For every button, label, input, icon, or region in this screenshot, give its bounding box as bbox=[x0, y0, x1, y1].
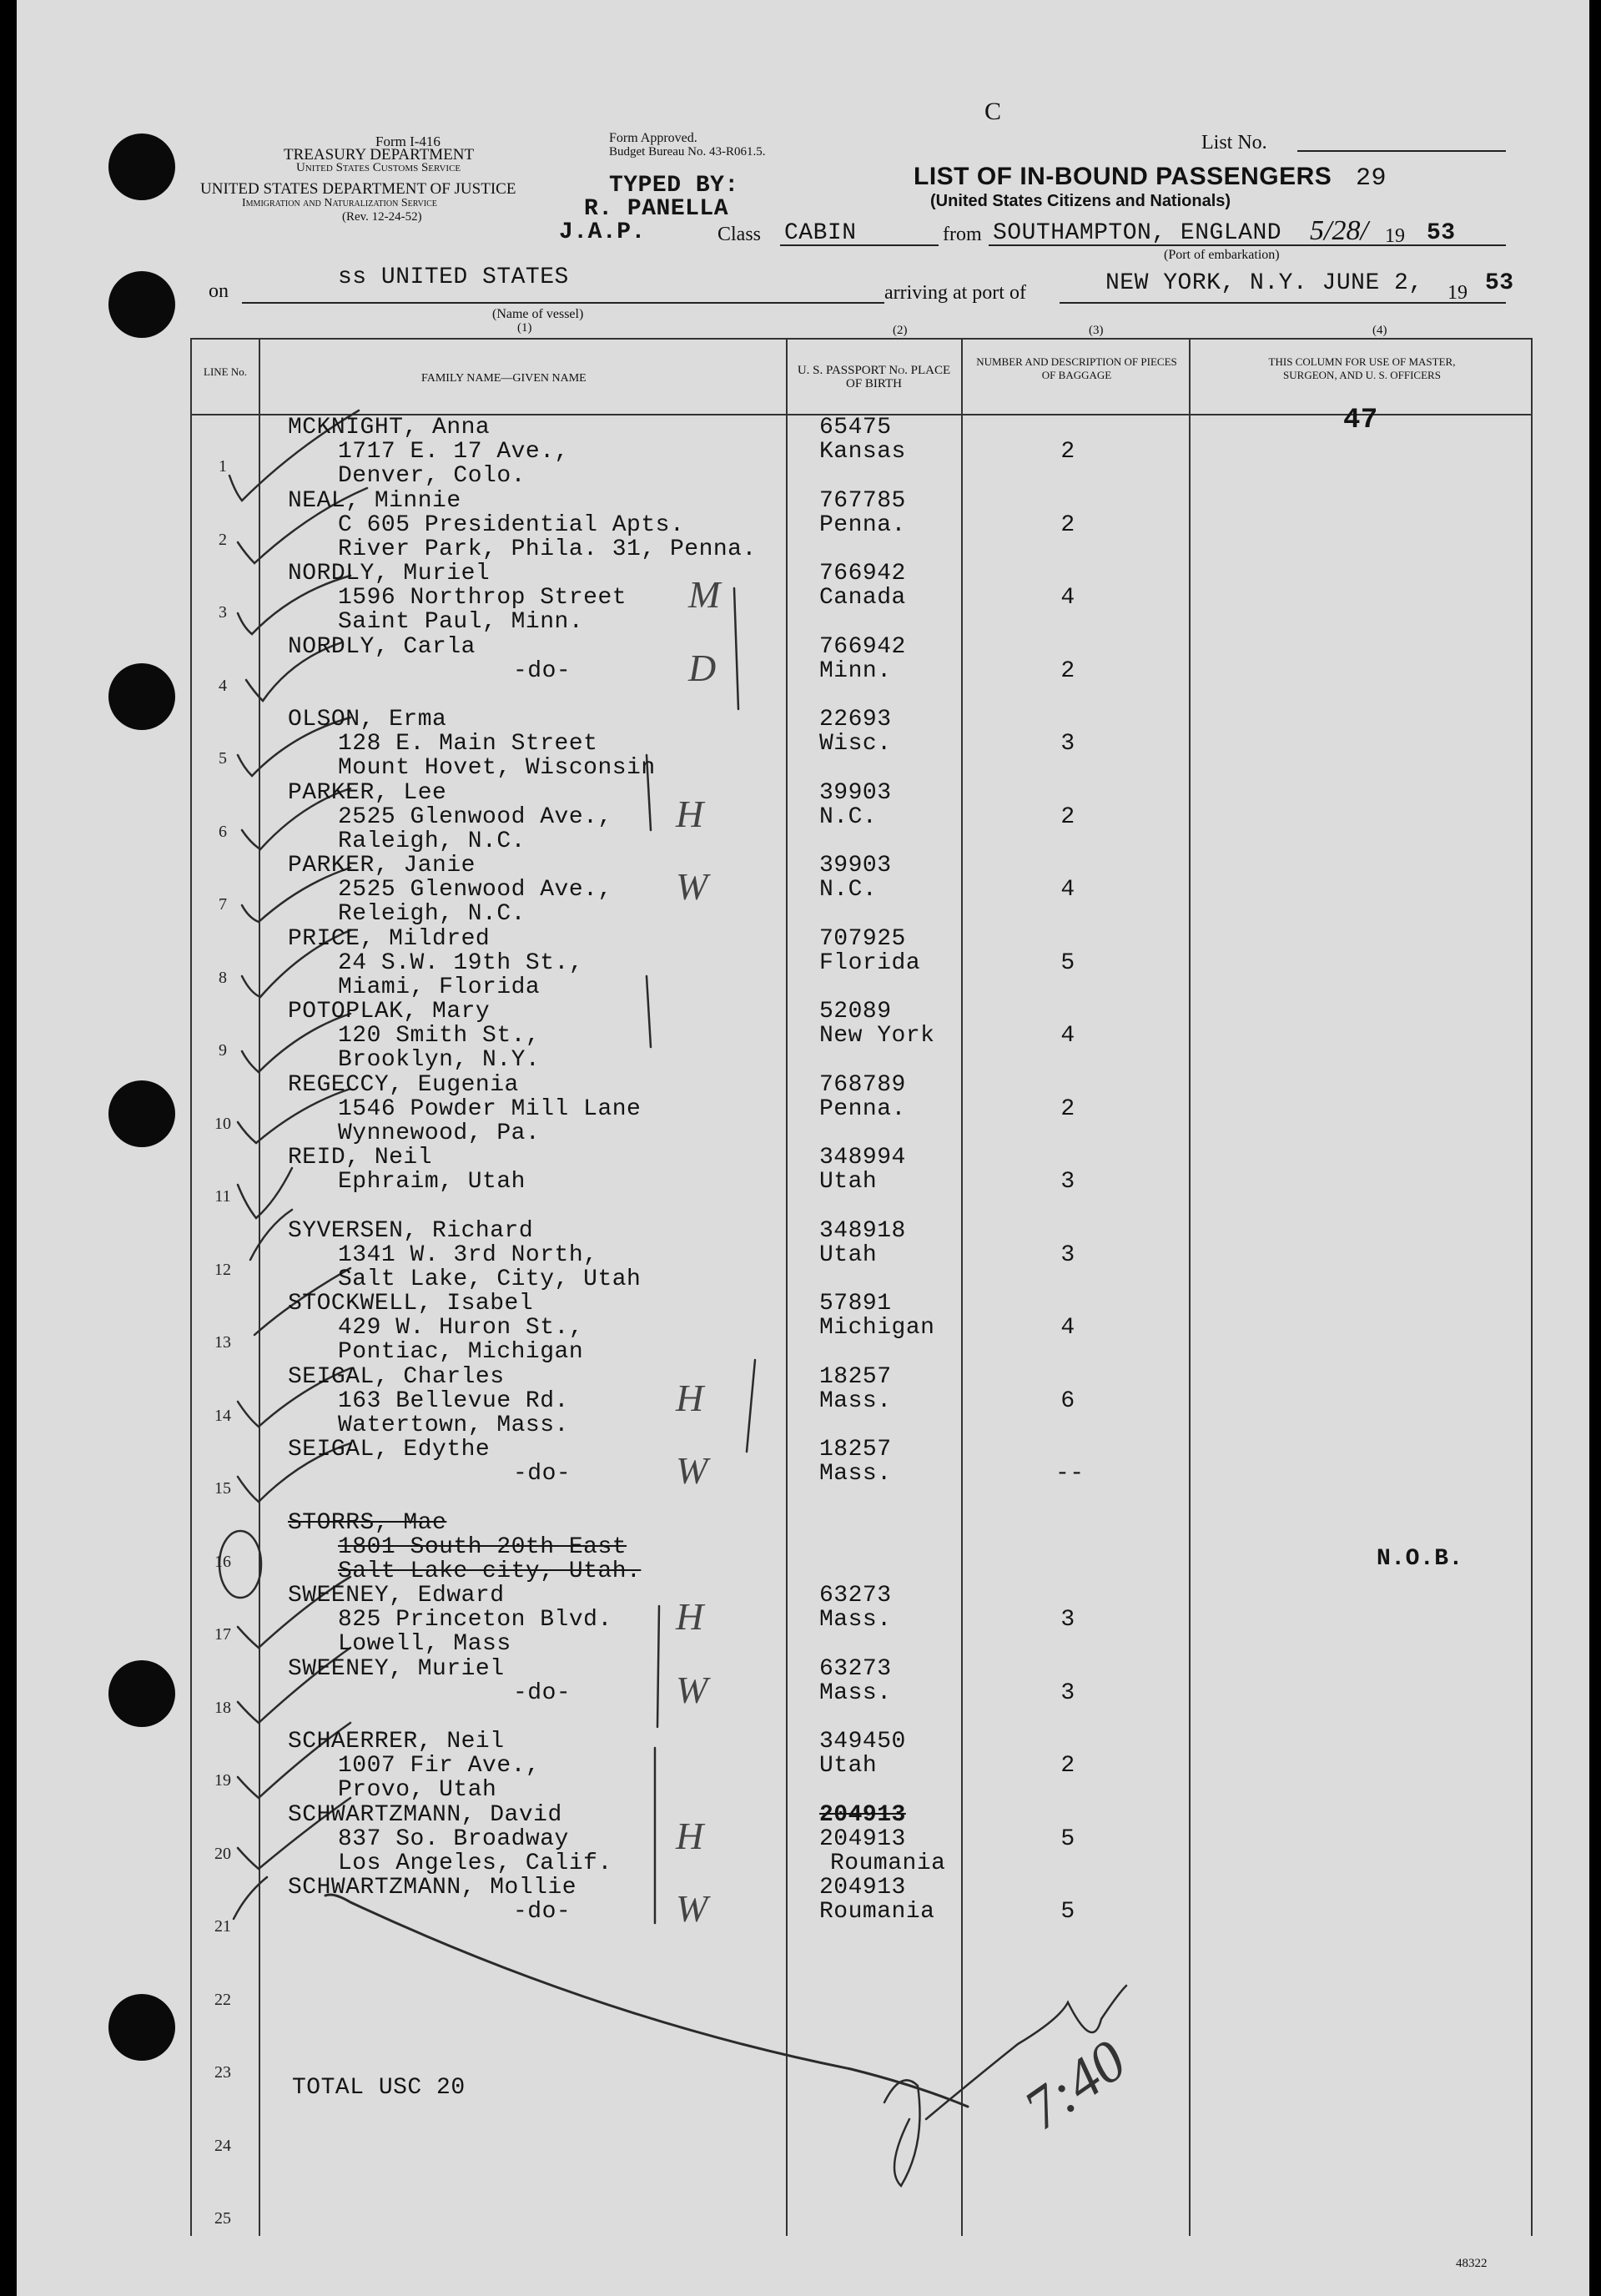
passenger-name: STOCKWELL, Isabel bbox=[288, 1291, 534, 1317]
col-line-no-header: LINE No. bbox=[204, 365, 247, 378]
customs-service: United States Customs Service bbox=[296, 161, 461, 174]
baggage-count: 2 bbox=[1060, 511, 1075, 538]
address-line-1: 120 Smith St., bbox=[338, 1023, 541, 1049]
passport-number: 348918 bbox=[819, 1217, 906, 1244]
address-line-1: 837 So. Broadway bbox=[338, 1825, 569, 1852]
from-date: 5/28/ bbox=[1310, 215, 1368, 246]
place-of-birth: Mass. bbox=[819, 1461, 892, 1487]
line-number: 22 bbox=[214, 1990, 231, 2009]
line-number: 15 bbox=[214, 1479, 231, 1498]
line-number: 6 bbox=[219, 822, 227, 841]
line-number: 10 bbox=[214, 1114, 231, 1133]
baggage-count: 2 bbox=[1060, 1753, 1075, 1779]
typed-by-name: R. PANELLA bbox=[584, 196, 729, 222]
handwritten-mark: H bbox=[676, 792, 704, 835]
passenger-name: PARKER, Lee bbox=[288, 779, 447, 806]
passport-number: 18257 bbox=[819, 1363, 892, 1390]
address-line-1: 2525 Glenwood Ave., bbox=[338, 877, 612, 903]
line-number: 21 bbox=[214, 1917, 231, 1936]
corner-letter: C bbox=[984, 98, 1002, 125]
passenger-name: REID, Neil bbox=[288, 1145, 433, 1171]
address-line-1: 429 W. Huron St., bbox=[338, 1315, 584, 1341]
from-label: from bbox=[943, 224, 982, 245]
line-number: 20 bbox=[214, 1844, 231, 1863]
check-mark bbox=[238, 1168, 292, 1218]
col4-num: (4) bbox=[1372, 324, 1387, 337]
baggage-count: 5 bbox=[1060, 1825, 1075, 1852]
vessel-name: ss UNITED STATES bbox=[338, 264, 569, 290]
list-no-label: List No. bbox=[1201, 132, 1267, 154]
vessel-col-num: (1) bbox=[517, 321, 532, 335]
address-line-2: Mount Hovet, Wisconsin bbox=[338, 755, 656, 781]
line-number: 4 bbox=[219, 676, 227, 695]
form-number: Form I-416 bbox=[375, 133, 441, 149]
handwritten-mark: M bbox=[688, 573, 721, 616]
handwritten-mark: H bbox=[676, 1814, 704, 1857]
col-officers-header: THIS COLUMN FOR USE OF MASTER, SURGEON, AND U. S. OFFICERS bbox=[1268, 355, 1456, 381]
address-line-2: Provo, Utah bbox=[338, 1777, 497, 1803]
baggage-count: 3 bbox=[1060, 1241, 1075, 1268]
line-number: 9 bbox=[219, 1041, 227, 1060]
typed-by-initials: J.A.P. bbox=[559, 219, 646, 245]
bracket-line bbox=[747, 1360, 755, 1452]
place-of-birth: Mass. bbox=[819, 1387, 892, 1414]
place-of-birth: N.C. bbox=[819, 803, 878, 830]
passenger-name: SYVERSEN, Richard bbox=[288, 1217, 534, 1244]
passenger-name: SEIGAL, Charles bbox=[288, 1363, 505, 1390]
handwriting-overlay bbox=[17, 0, 1589, 2296]
passport-number: 766942 bbox=[819, 561, 906, 587]
passenger-name: SEIGAL, Edythe bbox=[288, 1437, 491, 1463]
address-line-2: Watertown, Mass. bbox=[338, 1412, 569, 1438]
passenger-name: SWEENEY, Muriel bbox=[288, 1655, 505, 1682]
address-line-1: 24 S.W. 19th St., bbox=[338, 949, 584, 976]
line-number: 17 bbox=[214, 1625, 231, 1644]
place-of-birth: Michigan bbox=[819, 1315, 935, 1341]
line-number: 8 bbox=[219, 968, 227, 987]
passenger-name: SCHAERRER, Neil bbox=[288, 1729, 505, 1755]
address-line-1: 825 Princeton Blvd. bbox=[338, 1607, 612, 1633]
on-label: on bbox=[209, 280, 229, 302]
baggage-count: 4 bbox=[1060, 1315, 1075, 1341]
address-line-1: -do- bbox=[513, 1679, 571, 1706]
place-of-birth: Canada bbox=[819, 585, 906, 611]
address-line-1: 163 Bellevue Rd. bbox=[338, 1387, 569, 1414]
baggage-count: 5 bbox=[1060, 949, 1075, 976]
place-of-birth: Florida bbox=[819, 949, 921, 976]
address-line-2: Salt Lake city, Utah. bbox=[338, 1558, 642, 1584]
col3-num: (3) bbox=[1089, 324, 1104, 337]
passport-number: 768789 bbox=[819, 1071, 906, 1098]
arrival-year-prefix: 19 bbox=[1447, 282, 1468, 304]
line-number: 13 bbox=[214, 1333, 231, 1352]
passport-number: 767785 bbox=[819, 487, 906, 514]
baggage-count: 3 bbox=[1060, 1607, 1075, 1633]
cancel-line bbox=[325, 1895, 968, 2107]
address-line-1: Ephraim, Utah bbox=[338, 1169, 526, 1195]
place-of-birth: Roumania bbox=[830, 1850, 946, 1876]
treasury-dept: TREASURY DEPARTMENT bbox=[284, 146, 475, 164]
passenger-name: MCKNIGHT, Anna bbox=[288, 415, 491, 441]
line-number: 19 bbox=[214, 1771, 231, 1790]
passenger-name: SCHWARTZMANN, Mollie bbox=[288, 1875, 577, 1901]
passenger-name: POTOPLAK, Mary bbox=[288, 999, 491, 1025]
address-line-2: Denver, Colo. bbox=[338, 463, 526, 489]
passport-struck: 204913 bbox=[819, 1801, 906, 1828]
arriving-label: arriving at port of bbox=[884, 282, 1026, 304]
handwritten-mark: W bbox=[676, 1449, 708, 1492]
handwritten-mark: W bbox=[676, 1887, 708, 1930]
passenger-name: NORDLY, Carla bbox=[288, 633, 476, 660]
baggage-count: 2 bbox=[1060, 803, 1075, 830]
line-number: 23 bbox=[214, 2063, 231, 2082]
port-embark-caption: (Port of embarkation) bbox=[1164, 248, 1280, 262]
passenger-name: STORRS, Mae bbox=[288, 1509, 447, 1536]
bracket-line bbox=[657, 1606, 659, 1727]
passport-number: 65475 bbox=[819, 415, 892, 441]
col-name-header: FAMILY NAME—GIVEN NAME bbox=[421, 372, 587, 385]
address-line-1: -do- bbox=[513, 1461, 571, 1487]
address-line-2: Salt Lake, City, Utah bbox=[338, 1266, 642, 1292]
place-of-birth: Wisc. bbox=[819, 731, 892, 757]
address-line-2: Raleigh, N.C. bbox=[338, 828, 526, 854]
address-line-2: Releigh, N.C. bbox=[338, 901, 526, 927]
handwritten-mark: H bbox=[676, 1595, 704, 1638]
col-baggage-header: NUMBER AND DESCRIPTION OF PIECES OF BAGGAGE bbox=[976, 355, 1177, 381]
line-number: 24 bbox=[214, 2136, 231, 2155]
baggage-count: 4 bbox=[1060, 877, 1075, 903]
address-line-1: 1007 Fir Ave., bbox=[338, 1753, 541, 1779]
passport-number: 18257 bbox=[819, 1437, 892, 1463]
handwritten-mark: W bbox=[676, 1668, 708, 1711]
address-line-1: 128 E. Main Street bbox=[338, 731, 598, 757]
baggage-count: 2 bbox=[1060, 657, 1075, 684]
place-of-birth: Utah bbox=[819, 1241, 878, 1268]
address-line-2: Pontiac, Michigan bbox=[338, 1339, 584, 1365]
arrival-year: 53 bbox=[1485, 270, 1514, 296]
address-line-2: Saint Paul, Minn. bbox=[338, 609, 584, 635]
passport-number: 57891 bbox=[819, 1291, 892, 1317]
handwritten-mark: W bbox=[676, 865, 708, 908]
address-line-1: 1717 E. 17 Ave., bbox=[338, 439, 569, 465]
address-line-2: Brooklyn, N.Y. bbox=[338, 1047, 541, 1073]
baggage-count: 3 bbox=[1060, 1679, 1075, 1706]
budget-bureau: Budget Bureau No. 43-R061.5. bbox=[609, 145, 766, 159]
passport-number: 22693 bbox=[819, 707, 892, 733]
passport-number: 348994 bbox=[819, 1145, 906, 1171]
place-of-birth: Kansas bbox=[819, 439, 906, 465]
col-passport-header: U. S. PASSPORT No. PLACE OF BIRTH bbox=[797, 364, 951, 390]
place-of-birth: Utah bbox=[819, 1753, 878, 1779]
signature-time: 7:40 bbox=[1013, 2028, 1138, 2142]
class-value: CABIN bbox=[784, 220, 857, 246]
officer-note: N.O.B. bbox=[1377, 1545, 1463, 1572]
passport-number: 204913 bbox=[819, 1875, 906, 1901]
passenger-name: SCHWARTZMANN, David bbox=[288, 1801, 562, 1828]
address-line-1: 1596 Northrop Street bbox=[338, 585, 627, 611]
revision: (Rev. 12-24-52) bbox=[342, 210, 422, 224]
line-number: 2 bbox=[219, 530, 227, 549]
typed-by-label: TYPED BY: bbox=[609, 173, 739, 199]
address-line-2: Wynnewood, Pa. bbox=[338, 1120, 541, 1146]
line-number: 7 bbox=[219, 895, 227, 914]
address-line-2: River Park, Phila. 31, Penna. bbox=[338, 536, 757, 562]
place-of-birth: Mass. bbox=[819, 1607, 892, 1633]
place-of-birth: Penna. bbox=[819, 1095, 906, 1122]
total-usc: TOTAL USC 20 bbox=[292, 2075, 466, 2101]
address-line-2: Lowell, Mass bbox=[338, 1631, 511, 1657]
passenger-name: NEAL, Minnie bbox=[288, 487, 461, 514]
baggage-count: 5 bbox=[1060, 1899, 1075, 1925]
passport-number: 766942 bbox=[819, 633, 906, 660]
list-subtitle: (United States Citizens and Nationals) bbox=[930, 192, 1231, 210]
place-of-birth: Penna. bbox=[819, 511, 906, 538]
place-of-birth: New York bbox=[819, 1023, 935, 1049]
from-year: 53 bbox=[1427, 220, 1456, 246]
line-number: 14 bbox=[214, 1406, 231, 1425]
form-approved: Form Approved. bbox=[609, 131, 697, 145]
line-number: 12 bbox=[214, 1260, 231, 1279]
from-value: SOUTHAMPTON, ENGLAND bbox=[993, 220, 1282, 246]
address-line-2: Miami, Florida bbox=[338, 974, 541, 1000]
arrival-port: NEW YORK, N.Y. JUNE 2, bbox=[1105, 270, 1423, 296]
address-line-1: -do- bbox=[513, 657, 571, 684]
justice-dept: UNITED STATES DEPARTMENT OF JUSTICE bbox=[200, 180, 516, 198]
class-label: Class bbox=[717, 224, 762, 245]
passport-number: 52089 bbox=[819, 999, 892, 1025]
handwritten-mark: H bbox=[676, 1376, 704, 1419]
ins-service: Immigration and Naturalization Service bbox=[242, 197, 437, 209]
passenger-name: NORDLY, Muriel bbox=[288, 561, 491, 587]
baggage-count: 2 bbox=[1060, 439, 1075, 465]
place-of-birth: Mass. bbox=[819, 1679, 892, 1706]
address-line-1: C 605 Presidential Apts. bbox=[338, 511, 685, 538]
baggage-count: 4 bbox=[1060, 585, 1075, 611]
address-line-1: 1341 W. 3rd North, bbox=[338, 1241, 598, 1268]
check-mark bbox=[234, 1877, 267, 1919]
baggage-count: 3 bbox=[1060, 731, 1075, 757]
manifest-sheet bbox=[17, 0, 1589, 2296]
place-of-birth: Roumania bbox=[819, 1899, 935, 1925]
passport-number: 349450 bbox=[819, 1729, 906, 1755]
handwritten-mark: D bbox=[688, 646, 717, 689]
passenger-name: OLSON, Erma bbox=[288, 707, 447, 733]
address-line-1: 2525 Glenwood Ave., bbox=[338, 803, 612, 830]
baggage-count: -- bbox=[1055, 1461, 1085, 1487]
vessel-caption: (Name of vessel) bbox=[492, 307, 584, 321]
passenger-name: REGECCY, Eugenia bbox=[288, 1071, 519, 1098]
address-line-1: 1546 Powder Mill Lane bbox=[338, 1095, 642, 1122]
address-line-2: Los Angeles, Calif. bbox=[338, 1850, 612, 1876]
baggage-count: 3 bbox=[1060, 1169, 1075, 1195]
passport-number: 63273 bbox=[819, 1583, 892, 1609]
officer-note: 47 bbox=[1343, 405, 1378, 436]
line-number: 1 bbox=[219, 457, 227, 476]
passport-number: 63273 bbox=[819, 1655, 892, 1682]
bracket-line bbox=[647, 976, 651, 1047]
passport-number: 707925 bbox=[819, 925, 906, 952]
passport-number: 39903 bbox=[819, 853, 892, 879]
list-number: 29 bbox=[1356, 164, 1387, 193]
passenger-name: SWEENEY, Edward bbox=[288, 1583, 505, 1609]
passport-number: 204913 bbox=[819, 1825, 906, 1852]
place-of-birth: Minn. bbox=[819, 657, 892, 684]
baggage-count: 6 bbox=[1060, 1387, 1075, 1414]
list-title: LIST OF IN-BOUND PASSENGERS bbox=[914, 163, 1332, 190]
bracket-line bbox=[734, 588, 738, 709]
baggage-count: 4 bbox=[1060, 1023, 1075, 1049]
line-number: 16 bbox=[214, 1552, 231, 1571]
line-number: 3 bbox=[219, 603, 227, 622]
baggage-count: 2 bbox=[1060, 1095, 1075, 1122]
line-number: 11 bbox=[214, 1187, 231, 1206]
line-number: 25 bbox=[214, 2209, 231, 2228]
place-of-birth: N.C. bbox=[819, 877, 878, 903]
col2-num: (2) bbox=[893, 324, 908, 337]
passenger-name: PARKER, Janie bbox=[288, 853, 476, 879]
line-number: 5 bbox=[219, 749, 227, 768]
address-line-1: 1801 South 20th East bbox=[338, 1533, 627, 1560]
passenger-name: PRICE, Mildred bbox=[288, 925, 491, 952]
place-of-birth: Utah bbox=[819, 1169, 878, 1195]
address-line-1: -do- bbox=[513, 1899, 571, 1925]
footer-code: 48322 bbox=[1456, 2257, 1488, 2270]
passport-number: 39903 bbox=[819, 779, 892, 806]
line-number: 18 bbox=[214, 1698, 231, 1717]
from-year-prefix: 19 bbox=[1385, 225, 1405, 247]
